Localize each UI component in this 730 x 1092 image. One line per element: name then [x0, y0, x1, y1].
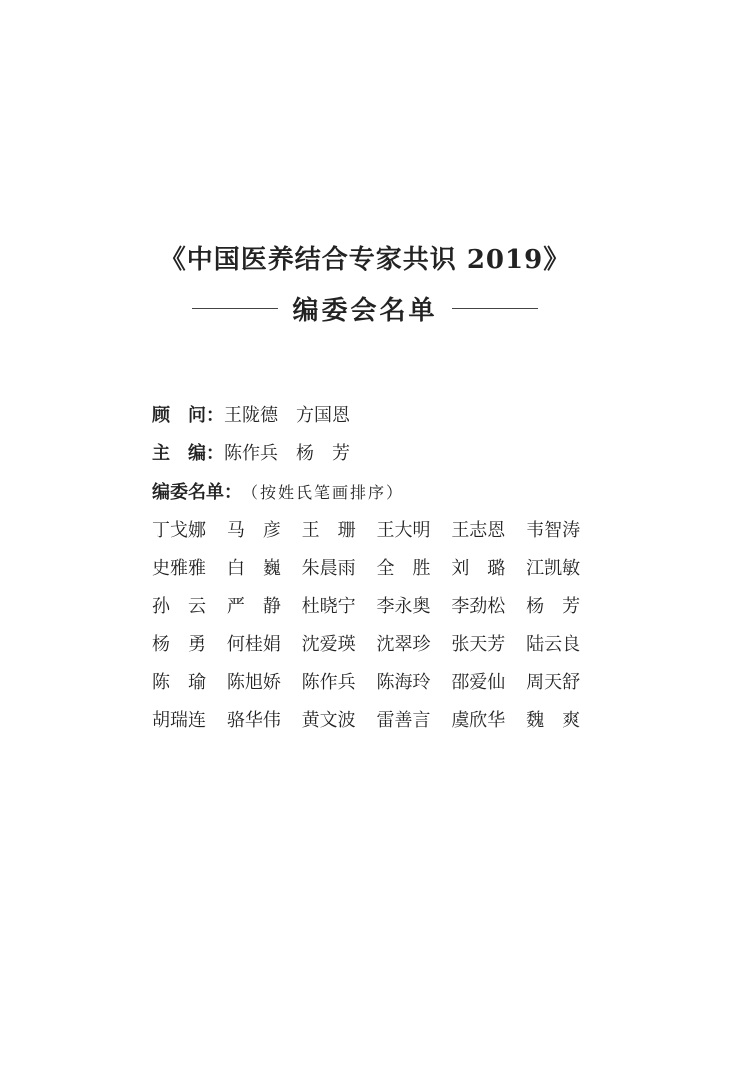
- member-name: 江凯敏: [526, 558, 581, 579]
- member-name: 沈翠珍: [376, 634, 431, 655]
- member-name: 刘 璐: [451, 558, 506, 579]
- document-title: 《中国医养结合专家共识 2019》: [159, 245, 571, 275]
- member-name: 骆华伟: [226, 710, 281, 731]
- member-name: 沈爱瑛: [301, 634, 356, 655]
- member-name: 马 彦: [226, 520, 281, 541]
- member-name: 孙 云: [152, 596, 206, 617]
- member-name: 陆云良: [526, 634, 581, 655]
- member-row: [152, 626, 600, 664]
- member-name: 黄文波: [301, 710, 356, 731]
- member-name: 韦智涛: [526, 520, 581, 541]
- member-name: 白 巍: [226, 558, 281, 579]
- editors-line: [152, 440, 350, 468]
- member-name: 全 胜: [376, 558, 431, 579]
- editors-value: 陈作兵 杨 芳: [224, 443, 350, 464]
- advisors-line: [152, 402, 350, 430]
- member-name: 丁戈娜: [152, 520, 206, 541]
- member-grid: [152, 512, 600, 740]
- member-name: 王 珊: [301, 520, 356, 541]
- member-row: [152, 702, 600, 740]
- subtitle-row: [0, 288, 730, 328]
- member-row: [152, 588, 600, 626]
- member-name: 王志恩: [451, 520, 506, 541]
- member-name: 陈旭娇: [226, 672, 281, 693]
- member-name: 杜晓宁: [301, 596, 356, 617]
- committee-note: （按姓氏笔画排序）: [242, 483, 405, 502]
- advisors-label: 顾 问：: [152, 405, 224, 426]
- member-name: 陈作兵: [301, 672, 356, 693]
- member-name: 史雅雅: [152, 558, 206, 579]
- member-name: 邵爱仙: [451, 672, 506, 693]
- member-row: [152, 512, 600, 550]
- member-name: 陈海玲: [376, 672, 431, 693]
- member-name: 朱晨雨: [301, 558, 356, 579]
- member-name: 王大明: [376, 520, 431, 541]
- right-rule: [452, 308, 538, 309]
- advisors-value: 王陇德 方国恩: [224, 405, 350, 426]
- member-name: 何桂娟: [226, 634, 281, 655]
- member-name: 魏 爽: [526, 710, 581, 731]
- member-name: 严 静: [226, 596, 281, 617]
- committee-label: 编委名单：: [152, 482, 242, 503]
- member-name: 李劲松: [451, 596, 506, 617]
- editors-label: 主 编：: [152, 443, 224, 464]
- committee-line: [152, 479, 404, 507]
- member-name: 胡瑞连: [152, 710, 206, 731]
- member-name: 李永奥: [376, 596, 431, 617]
- member-row: [152, 664, 600, 702]
- member-name: 虞欣华: [451, 710, 506, 731]
- left-rule: [192, 308, 278, 309]
- member-name: 陈 瑜: [152, 672, 206, 693]
- subtitle: 编委会名单: [292, 295, 438, 326]
- member-name: 周天舒: [526, 672, 581, 693]
- member-row: [152, 550, 600, 588]
- member-name: 杨 芳: [526, 596, 581, 617]
- member-name: 雷善言: [376, 710, 431, 731]
- member-name: 杨 勇: [152, 634, 206, 655]
- member-name: 张天芳: [451, 634, 506, 655]
